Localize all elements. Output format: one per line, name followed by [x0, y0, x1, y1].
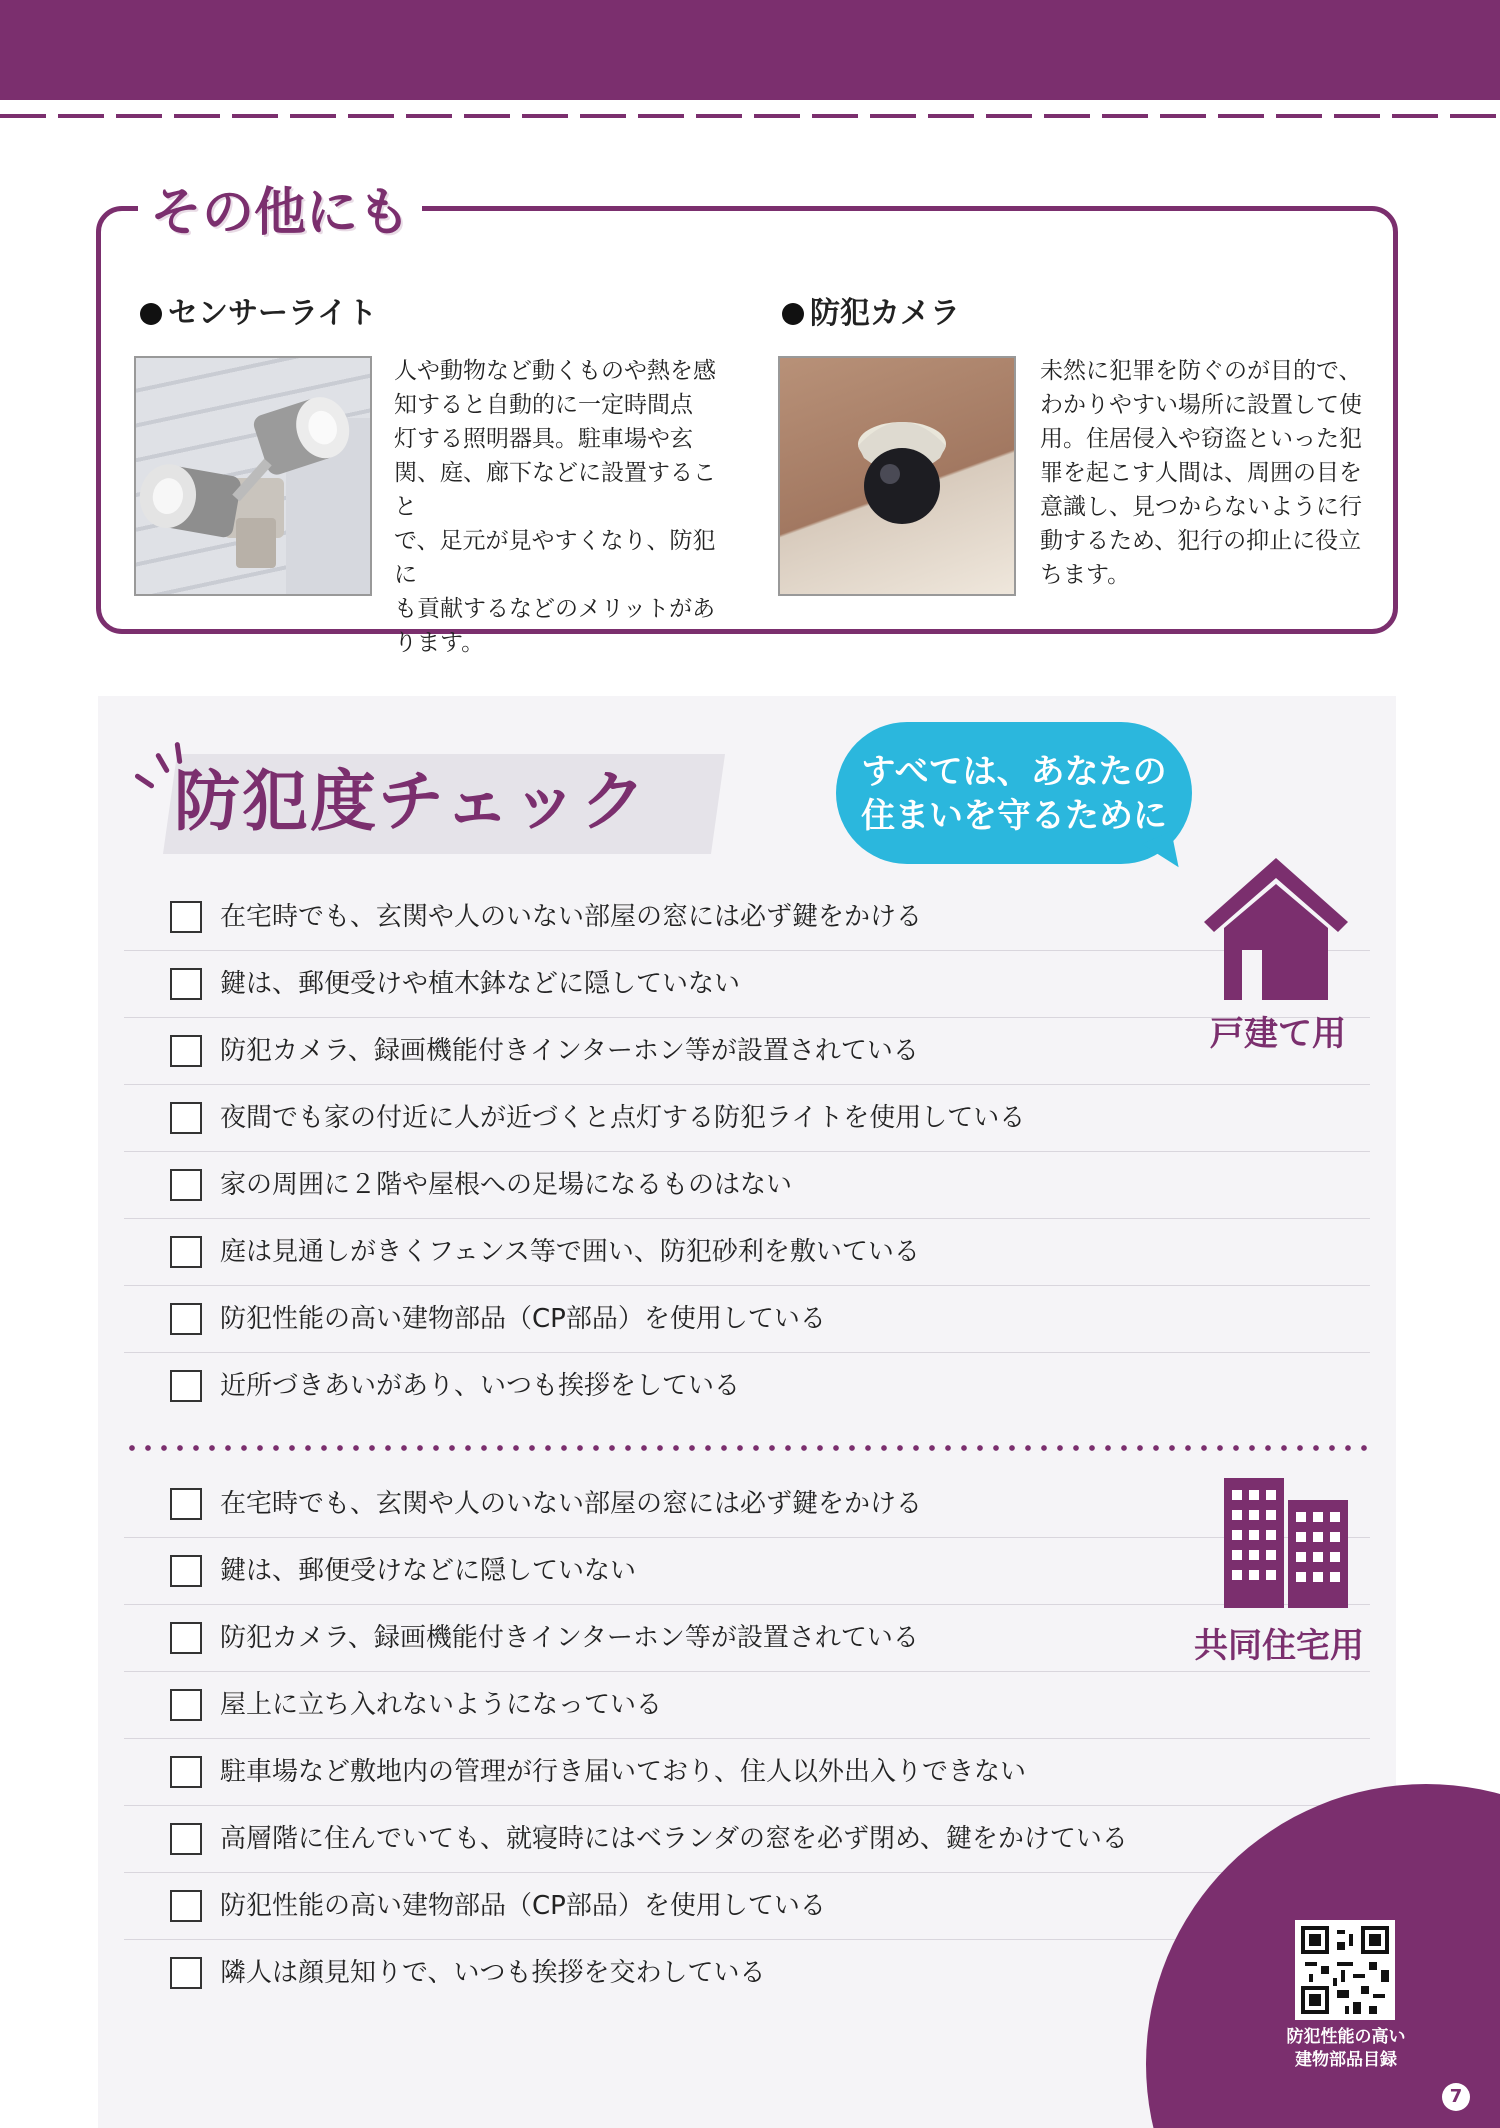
checkbox[interactable] — [170, 1555, 202, 1587]
bullet-icon — [782, 303, 804, 325]
bubble-text-line-2: 住まいを守るために — [861, 796, 1167, 836]
check-item[interactable]: 在宅時でも、玄関や人のいない部屋の窓には必ず鍵をかける — [124, 884, 1370, 951]
dome-camera-icon — [780, 358, 1016, 596]
checkbox[interactable] — [170, 1957, 202, 1989]
check-item[interactable]: 防犯カメラ、録画機能付きインターホン等が設置されている — [124, 1018, 1370, 1085]
checkbox[interactable] — [170, 1756, 202, 1788]
bubble-text-line-1: すべては、あなたの — [861, 752, 1167, 792]
checkbox[interactable] — [170, 1890, 202, 1922]
checkbox[interactable] — [170, 901, 202, 933]
check-item[interactable]: 在宅時でも、玄関や人のいない部屋の窓には必ず鍵をかける — [124, 1471, 1370, 1538]
security-camera-photo — [778, 356, 1016, 596]
check-item[interactable]: 防犯性能の高い建物部品（CP部品）を使用している — [124, 1286, 1370, 1353]
check-item[interactable]: 近所づきあいがあり、いつも挨拶をしている — [124, 1353, 1370, 1420]
checkbox[interactable] — [170, 1622, 202, 1654]
bullet-icon — [140, 303, 162, 325]
checkbox[interactable] — [170, 1236, 202, 1268]
checkbox[interactable] — [170, 1823, 202, 1855]
qr-caption: 防犯性能の高い 建物部品目録 — [1286, 2027, 1406, 2070]
sensor-light-description: 人や動物など動くものや熱を感 知すると自動的に一定時間点 灯する照明器具。駐車場や玄 関、庭、廊下などに設置すること で、足元が見やすくなり、防犯に も貢献するなどのメリットがあ ります。 — [394, 358, 716, 656]
checkbox[interactable] — [170, 1488, 202, 1520]
check-item[interactable]: 庭は見通しがきくフェンス等で囲い、防犯砂利を敷いている — [124, 1219, 1370, 1286]
apartment-label: 共同住宅用 — [1194, 1626, 1364, 1666]
security-camera-description: 未然に犯罪を防ぐのが目的で、 わかりやすい場所に設置して使 用。住居侵入や窃盗といった犯 罪を起こす人間は、周囲の目を 意識し、見つからないように行 動するため、犯行の抑止に役立 ちます。 — [1040, 358, 1362, 588]
check-item[interactable]: 家の周囲に２階や屋根への足場になるものはない — [124, 1152, 1370, 1219]
checkbox[interactable] — [170, 1370, 202, 1402]
check-item[interactable]: 鍵は、郵便受けや植木鉢などに隠していない — [124, 951, 1370, 1018]
check-item[interactable]: 屋上に立ち入れないようになっている — [124, 1672, 1370, 1739]
house-label: 戸建て用 — [1210, 1014, 1346, 1054]
check-item[interactable]: 防犯性能の高い建物部品（CP部品）を使用している — [124, 1873, 1370, 1940]
check-item[interactable]: 夜間でも家の付近に人が近づくと点灯する防犯ライトを使用している — [124, 1085, 1370, 1152]
sensor-light-photo — [134, 356, 372, 596]
security-camera-heading: 防犯カメラ — [782, 294, 960, 334]
checkbox[interactable] — [170, 1169, 202, 1201]
qr-code-icon[interactable] — [1295, 1920, 1395, 2020]
dotted-divider — [124, 1445, 1370, 1451]
checkbox[interactable] — [170, 1035, 202, 1067]
check-item[interactable]: 鍵は、郵便受けなどに隠していない — [124, 1538, 1370, 1605]
check-item[interactable]: 高層階に住んでいても、就寝時にはベランダの窓を必ず閉め、鍵をかけている — [124, 1806, 1370, 1873]
checkbox[interactable] — [170, 1303, 202, 1335]
checkbox[interactable] — [170, 1102, 202, 1134]
top-banner — [0, 0, 1500, 100]
checkbox[interactable] — [170, 1689, 202, 1721]
sensor-light-icon — [136, 358, 372, 596]
house-icon — [1196, 854, 1356, 1004]
sensor-light-heading: センサーライト — [140, 294, 377, 334]
check-item[interactable]: 駐車場など敷地内の管理が行き届いており、住人以外出入りできない — [124, 1739, 1370, 1806]
dashed-divider — [0, 114, 1500, 118]
qr-code-pattern — [1301, 1926, 1389, 2014]
page-number: 7 — [1442, 2083, 1470, 2111]
check-item[interactable]: 隣人は顔見知りで、いつも挨拶を交わしている — [124, 1940, 1244, 2007]
security-check-title: 防犯度チェック — [174, 763, 649, 840]
other-measures-title: その他にも — [138, 178, 422, 248]
checkbox[interactable] — [170, 968, 202, 1000]
apartment-building-icon — [1218, 1474, 1352, 1610]
check-item[interactable]: 防犯カメラ、録画機能付きインターホン等が設置されている — [124, 1605, 1370, 1672]
